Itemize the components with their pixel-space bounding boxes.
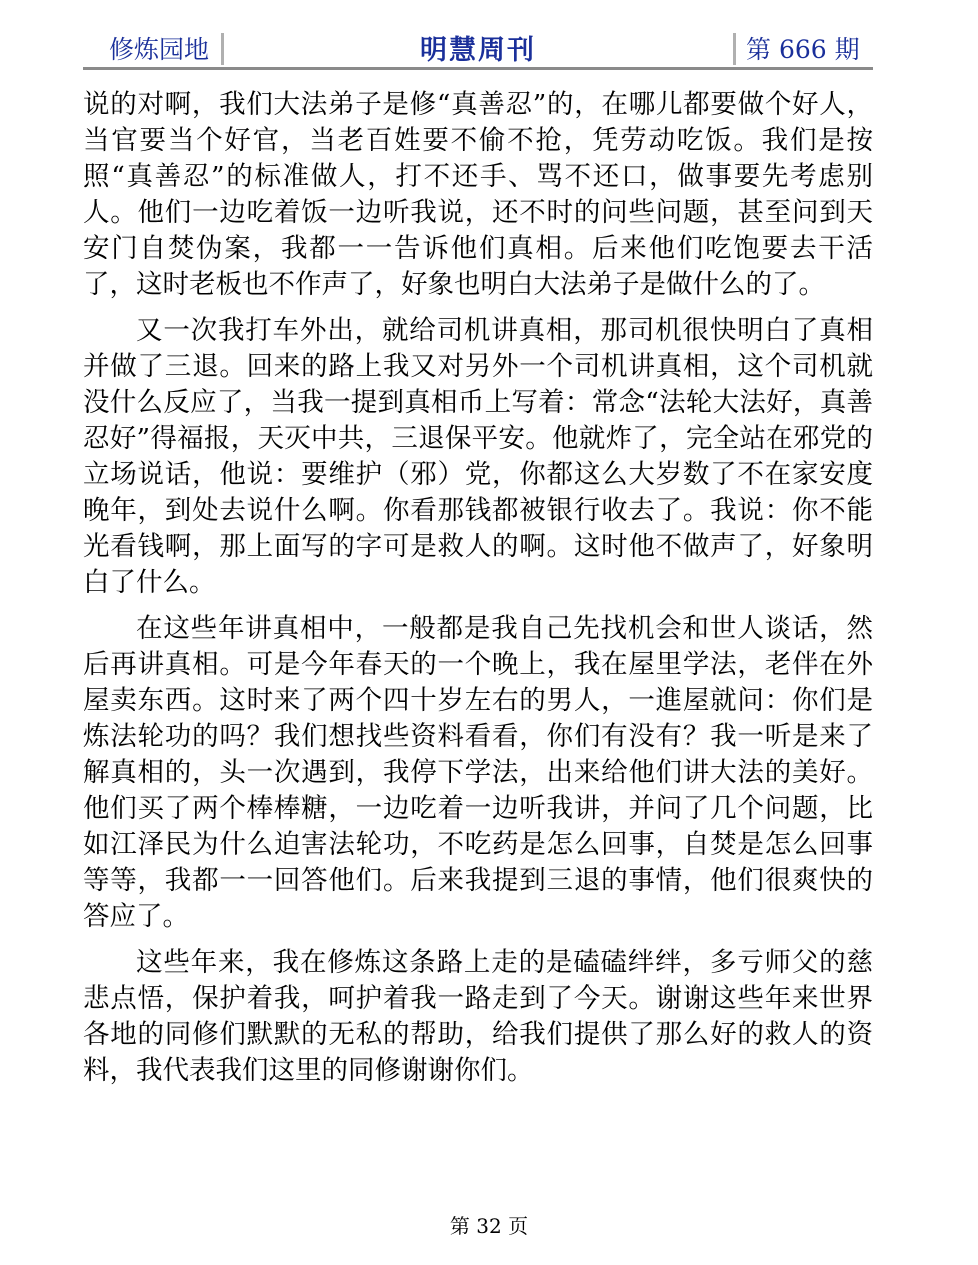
article-body bbox=[83, 87, 873, 1099]
paragraph: 在这些年讲真相中，一般都是我自己先找机会和世人谈话，然后再讲真相。可是今年春天的一个晚上，我在屋里学法，老伴在外屋卖东西。这时来了两个四十岁左右的男人，一進屋就问：你们是炼法轮功的吗？我们想找些资料看看，你们有没有？我一听是来了解真相的，头一次遇到，我停下学法，出来给他们讲大法的美好。他们买了两个棒棒糖，一边吃着一边听我讲，并问了几个问题，比如江泽民为什么迫害法轮功，不吃药是怎么回事，自焚是怎么回事等等，我都一一回答他们。后来我提到三退的事情，他们很爽快的答应了。 bbox=[83, 613, 873, 932]
page-number: 第 32 页 bbox=[449, 1214, 529, 1238]
header-divider-right bbox=[733, 33, 736, 65]
header-rule bbox=[83, 67, 873, 70]
publication-title: 明慧周刊 bbox=[420, 35, 536, 66]
issue-number: 第 666 期 bbox=[746, 35, 860, 64]
section-name: 修炼园地 bbox=[109, 35, 210, 64]
page-header bbox=[83, 28, 873, 70]
paragraph: 这些年来，我在修炼这条路上走的是磕磕绊绊，多亏师父的慈悲点悟，保护着我，呵护着我一路走到了今天。谢谢这些年来世界各地的同修们默默的无私的帮助，给我们提供了那么好的救人的资料，我代表我们这里的同修谢谢你们。 bbox=[83, 947, 873, 1086]
paragraph-continued: 说的对啊，我们大法弟子是修“真善忍”的，在哪儿都要做个好人，当官要当个好官，当老百姓要不偷不抢，凭劳动吃饭。我们是按照“真善忍”的标准做人，打不还手、骂不还口，做事要先考虑别人。他们一边吃着饭一边听我说，还不时的问些问题，甚至问到天安门自焚伪案，我都一一告诉他们真相。后来他们吃饱要去干活了，这时老板也不作声了，好象也明白大法弟子是做什么的了。 bbox=[83, 89, 873, 300]
paragraph: 又一次我打车外出，就给司机讲真相，那司机很快明白了真相并做了三退。回来的路上我又对另外一个司机讲真相，这个司机就没什么反应了，当我一提到真相币上写着：常念“法轮大法好，真善忍好”得福报，天灭中共，三退保平安。他就炸了，完全站在邪党的立场说话，他说：要维护（邪）党，你都这么大岁数了不在家安度晚年，到处去说什么啊。你看那钱都被银行收去了。我说：你不能光看钱啊，那上面写的字可是救人的啊。这时他不做声了，好象明白了什么。 bbox=[83, 315, 873, 598]
